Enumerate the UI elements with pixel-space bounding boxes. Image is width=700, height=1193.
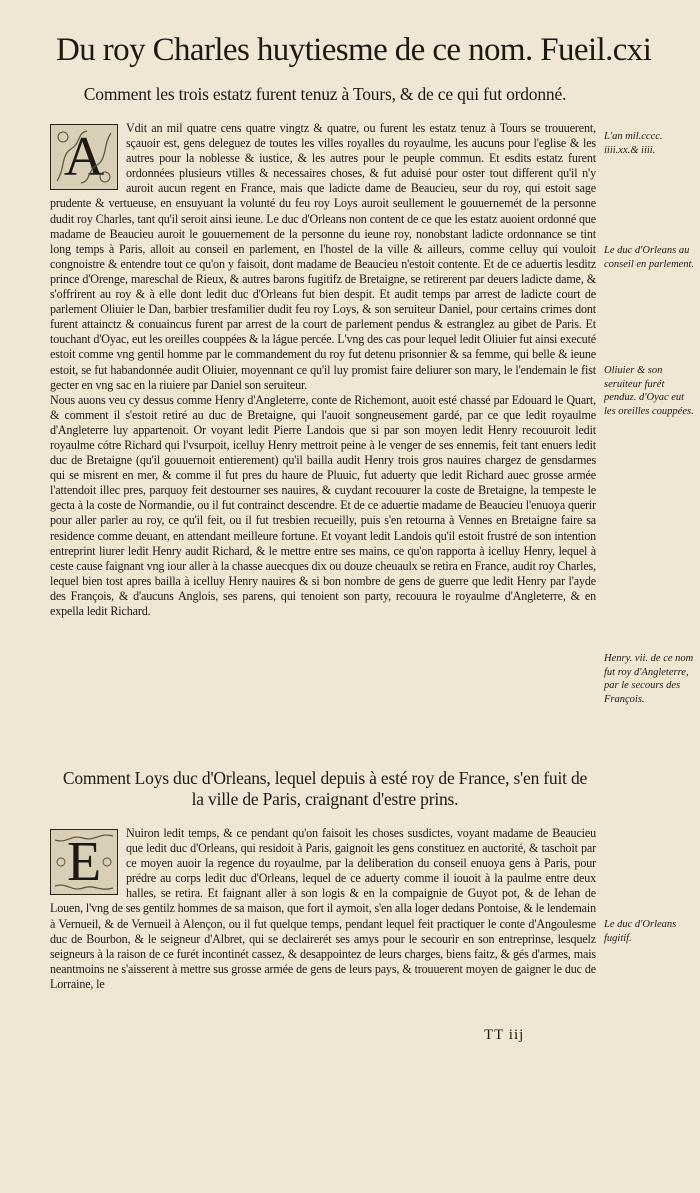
chapter-1-paragraph-1: Vdit an mil quatre cens quatre vingtz & quatre, ou furent les estatz tenuz à Tours se trouuerent, sçauoir est, gens deleguez de toutes les villes royalles du royaulme, les aucuns pour l'eglise & les autres pour la noblesse & iustice, & les autres pour le peuple commun. Et esdits estatz furent ordonnées plusieurs vtilles & necessaires choses, & fut aduisé pour oster tout different qu'il n'y auroit aucun regent en France, mais que ladicte dame de Beaucieu, seur du roy, qui estoit sage prudente & vertueuse, en ensuyuant la volunté du feu roy Loys auroit seullement le gouuernemét de la personne dudit roy Charles, tant qu'il seroit ainsi ieune. Le duc d'Orleans non content de ce que les estatz auoient ordonné que madame de Beaucieu auroit le gouuernement de la personne du ieune roy, nonobstant ladicte ordonnance se tint long temps à Paris, alloit au conseil en parlement, en l'hostel de la ville & ailleurs, comme celluy qui vouloit congnoistre & entendre tout ce qu'on y faisoit, dont madame de Beaucieu n'estoit contente. Et de ce aduertis lesditz prince d'Orenge, mareschal de Rieux, & autres barons fugitifz de Bretaigne, se retirerent par deuers ladicte dame, & s'offrirent au roy & à elle dont ledit duc d'Orleans fut bien despit. Et audit temps par arrest de ladicte court de parlement Oliuier le Dan, barbier tresfamilier dudit feu roy Loys, & son seruiteur Daniel, pour certains crimes dont furent attainctz & conuaincus furent par arrest de la court de parlement pendus & estranglez au gibet de Paris. Et touchant d'Oyac, eut les oreilles couppées & la lágue percée. L'vng des cas pour lequel ledit Oliuier fut ainsi executé estoit comme vng gentil homme par le commandement du roy fut detenu prisonnier & sa femme, qui belle & ieune estoit, se fut habandonnée audit Oliuier, moyennant ce qu'il luy promist faire deliurer son mary, le l'endemain le fist gecter en vng sac en la riuiere par Daniel son seruiteur.	[50, 121, 596, 392]
chapter-2-body	[50, 826, 596, 992]
chapter-title-2: Comment Loys duc d'Orleans, lequel depuis à esté roy de France, s'en fuit de la ville de Paris, craignant d'estre prins.	[62, 768, 588, 809]
chapter-1-body	[50, 121, 596, 619]
drop-cap-letter: E	[66, 831, 102, 893]
margin-note-orleans-fugitive: Le duc d'Orleans fugitif.	[604, 919, 677, 944]
chapter-title-1: Comment les trois estatz furent tenuz à Tours, & de ce qui fut ordonné.	[83, 84, 567, 104]
running-head: Du roy Charles huytiesme de ce nom. Fueil.cxi	[56, 32, 652, 68]
signature-mark: TT iij	[484, 1027, 525, 1043]
drop-cap-E	[50, 829, 118, 895]
chapter-1-paragraph-2: Nous auons veu cy dessus comme Henry d'Angleterre, conte de Richemont, auoit esté chassé par Edouard le Quart, & comment il s'estoit retiré au duc de Bretaigne, qui l'auoit songneusement gardé, par ce que ledit royaulme d'Angleterre luy appartenoit. Or voyant ledit Pierre Landois que si par son moyen ledit Henry recouuroit ledit royaulme cótre Richard qui l'vsurpoit, icelluy Henry mettroit peine à le venger de ses ennemis, feit tant enuers ledit duc de Bretaigne (qu'il gouuernoit entierement) qu'il bailla audit Henry trois gros nauires chargez de gensdarmes qui se misrent en mer, & comme il fut pres du haure de Pluuic, fut aduerty que ledit Richard auec grosse armée l'attendoit illec pres, parquoy feit destourner ses nauires, & cuydant recouurer la coste de Bretaigne, la tempeste le gecta à la coste de Normandie, ou il fut contrainct descendre. Et de ce aduertie madame de Beaucieu l'enuoya querir pour aller parler au roy, ce qu'il feit, ou il fut tresbien recueilly, puis s'en retourna à Vennes en Bretaigne faire sa residence comme deuant, en attendant meilleure fortune. Et voyant ledit Landois qu'il estoit frustré de son intention entreprint liurer ledit Henry audit Richard, & le mettre entre ses mains, ce qu'on rapporta à icelluy Henry, lequel à ceste cause faignant vng iour aller à la chasse auecques dix ou douze cheuaulx se retira en France, audit roy Charles, lequel bien tost apres bailla à icelluy Henry nauires & si bon nombre de gens de guerre que ledit Henry par l'ayde des François, & d'aucuns Anglois, ses parens, qui tenoient son party, recouura le royaulme d'Angleterre, & en expella ledit Richard.	[50, 392, 596, 618]
chapter-2-paragraph-1: Nuiron ledit temps, & ce pendant qu'on faisoit les choses susdictes, voyant madame de Beaucieu que ledit duc d'Orleans, qui residoit à Paris, gaignoit les gens constituez en auctorité, & taschoit par ce moyen auoir la regence du royaulme, par la deliberation du conseil enuoya gens à Paris, pour prédre au corps ledit duc d'Orleans, lequel de ce aduerty comme il iouoit à la paulme entre deux halles, se retira. Et faignant aller à son logis & en la compaignie de Guyot pot, & de Iehan de Louen, l'vng de ses gentilz hommes de sa maison, que fort il aymoit, s'en alla loger dedans Pontoise, & le lendemain à Vernueil, & de Vernueil à Alençon, ou il fut quelque temps, pendant lequel feit practiquer le conte d'Angoulesme duc de Bourbon, & le seigneur d'Albret, qui se declairerét ses amys pour le secourir en son entreprinse, lesquelz seigneurs à la raison de ce furét incontinét cassez, & desappointez de leurs charges, biens faitz, & gés d'armes, mais neantmoins ne s'aisserent à mettre sus grosse armée de gens de leurs pays, & trouuerent moyen de gaigner le duc de Lorraine, le	[50, 826, 596, 991]
margin-note-olivier-hanged: Oliuier & son seruiteur furét penduz. d'Oyac eut les oreilles couppées.	[604, 365, 694, 417]
drop-cap-letter: A	[63, 126, 105, 188]
margin-note-orleans-council: Le duc d'Orleans au conseil en parlement.	[604, 245, 695, 270]
margin-note-henry-vii: Henry. vii. de ce nom fut roy d'Angleterre, par le secours des François.	[604, 653, 694, 705]
drop-cap-A	[50, 124, 118, 190]
margin-note-year: L'an mil.cccc. iiii.xx.& iiii.	[604, 131, 663, 156]
